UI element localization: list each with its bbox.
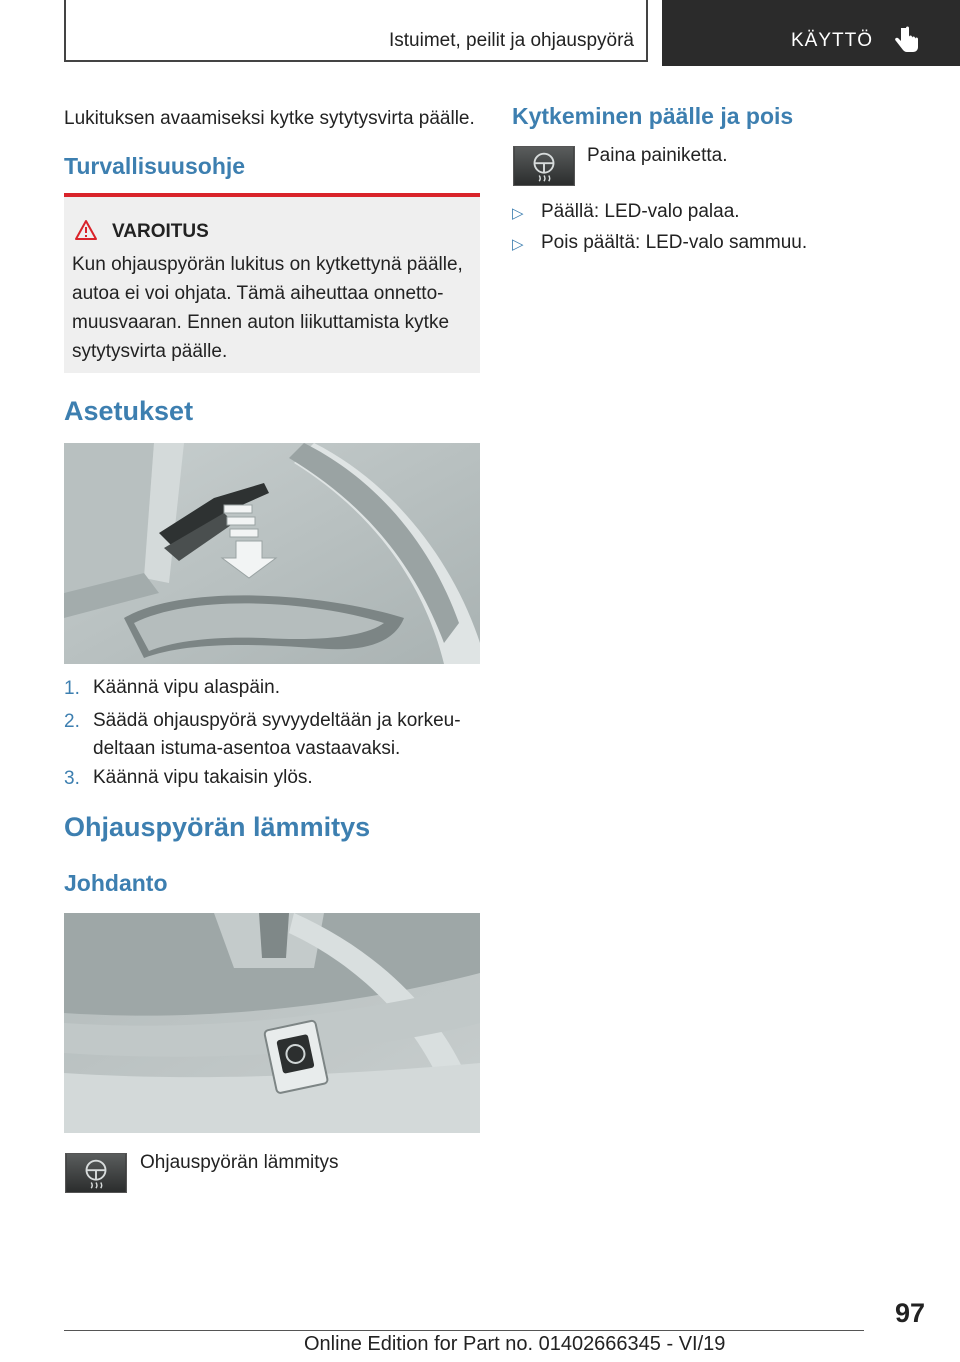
steering-heat-button-icon — [65, 1153, 127, 1193]
heating-heading: Ohjauspyörän lämmitys — [64, 812, 371, 842]
step-number: 3. — [64, 768, 80, 789]
list-item: Pois päältä: LED-valo sammuu. — [541, 232, 808, 253]
step-text: Käännä vipu alaspäin. — [93, 677, 280, 698]
footer-edition: Online Edition for Part no. 01402666345 - VI/19 — [304, 1333, 726, 1355]
hand-pointing-icon — [894, 26, 920, 56]
press-text: Paina painiketta. — [587, 145, 728, 166]
warning-triangle-icon — [74, 219, 98, 241]
warning-title: VAROITUS — [112, 221, 209, 242]
step-text: Käännä vipu takaisin ylös. — [93, 767, 313, 788]
heating-button-image — [64, 913, 480, 1133]
heating-caption: Ohjauspyörän lämmitys — [140, 1152, 339, 1173]
intro-heading: Johdanto — [64, 870, 168, 896]
switch-heading: Kytkeminen päälle ja pois — [512, 103, 794, 129]
step-number: 2. — [64, 711, 80, 732]
steering-lever-image — [64, 443, 480, 664]
bullet-triangle-icon: ▷ — [512, 236, 524, 253]
chapter-label: KÄYTTÖ — [791, 30, 874, 51]
steering-heat-button-icon — [513, 146, 575, 186]
page-number: 97 — [895, 1298, 926, 1328]
step-text: Säädä ohjauspyörä syvyydeltään ja korkeudeltaan istuma-asentoa vastaavaksi. — [93, 710, 461, 759]
step-number: 1. — [64, 678, 80, 699]
warning-text: Kun ohjauspyörän lukitus on kytkettynä päälle, autoa ei voi ohjata. Tämä aiheuttaa onnettomuusvaaran. Ennen auton liikuttamista kytke sytytysvirta päälle. — [72, 254, 463, 362]
footer-divider — [64, 1330, 864, 1331]
list-item: Päällä: LED-valo palaa. — [541, 201, 740, 222]
bullet-triangle-icon: ▷ — [512, 205, 524, 222]
intro-text: Lukituksen avaamiseksi kytke sytytysvirta päälle. — [64, 108, 475, 129]
settings-heading: Asetukset — [64, 396, 194, 426]
section-title: Istuimet, peilit ja ohjauspyörä — [388, 30, 634, 51]
safety-heading: Turvallisuusohje — [64, 153, 246, 179]
